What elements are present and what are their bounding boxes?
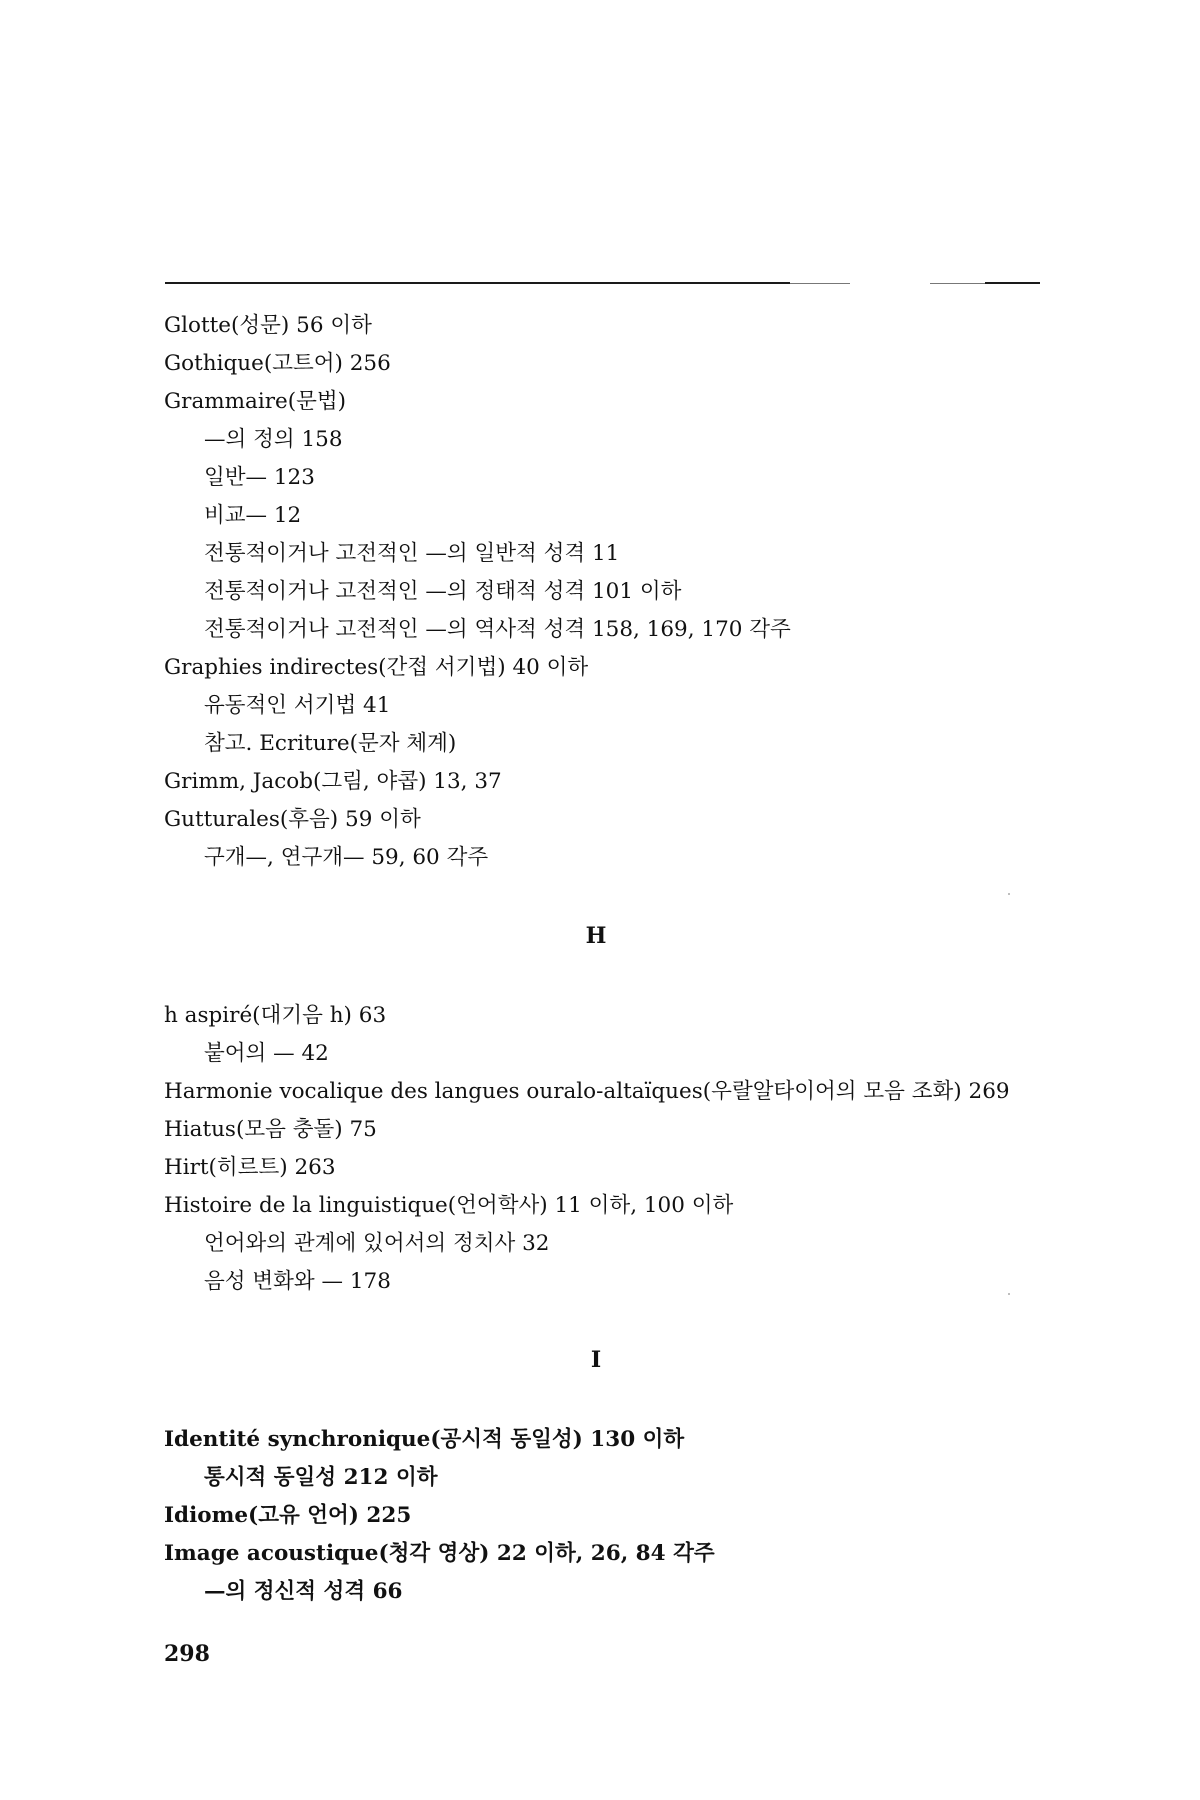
index-subentry: —의 정의 158 [204,427,343,452]
index-subentry: —의 정신적 성격 66 [204,1579,403,1604]
top-rule-fragment [790,283,850,284]
index-entry: Glotte(성문) 56 이하 [164,313,372,338]
index-subentry: 통시적 동일성 212 이하 [204,1465,438,1490]
index-entry: Harmonie vocalique des langues ouralo-altaïques(우랄알타이어의 모음 조화) 269 [164,1079,1010,1104]
index-subentry: 언어와의 관계에 있어서의 정치사 32 [204,1231,550,1256]
index-entry: Idiome(고유 언어) 225 [164,1503,412,1528]
index-subentry: 유동적인 서기법 41 [204,693,391,718]
index-subentry: 붙어의 — 42 [204,1041,329,1066]
top-rule-right-solid [985,282,1040,284]
scan-speck [1008,893,1010,895]
index-entry: Hirt(히르트) 263 [164,1155,336,1180]
index-subentry: 전통적이거나 고전적인 —의 역사적 성격 158, 169, 170 각주 [204,617,791,642]
index-entry: Gothique(고트어) 256 [164,351,391,376]
index-entry: Identité synchronique(공시적 동일성) 130 이하 [164,1427,685,1452]
index-subentry: 일반— 123 [204,465,315,490]
index-entry: Histoire de la linguistique(언어학사) 11 이하, 100 이하 [164,1193,734,1218]
index-subentry: 비교— 12 [204,503,302,528]
index-subentry: 참고. Ecriture(문자 체계) [204,731,457,756]
index-entry: Grammaire(문법) [164,389,347,414]
index-subentry: 전통적이거나 고전적인 —의 정태적 성격 101 이하 [204,579,682,604]
page-number: 298 [164,1641,210,1667]
index-entry: Image acoustique(청각 영상) 22 이하, 26, 84 각주 [164,1541,715,1566]
section-letter-h: H [585,923,607,949]
index-entry: Hiatus(모음 충돌) 75 [164,1117,377,1142]
section-letter-i: I [590,1347,602,1373]
index-entry: Gutturales(후음) 59 이하 [164,807,421,832]
index-subentry: 전통적이거나 고전적인 —의 일반적 성격 11 [204,541,620,566]
index-entry: Graphies indirectes(간접 서기법) 40 이하 [164,655,589,680]
index-entry: h aspiré(대기음 h) 63 [164,1003,387,1028]
index-entry: Grimm, Jacob(그림, 야콥) 13, 37 [164,769,502,794]
index-subentry: 구개—, 연구개— 59, 60 각주 [204,845,489,870]
top-rule [165,282,790,284]
scan-speck [1008,1293,1010,1295]
index-subentry: 음성 변화와 — 178 [204,1269,391,1294]
